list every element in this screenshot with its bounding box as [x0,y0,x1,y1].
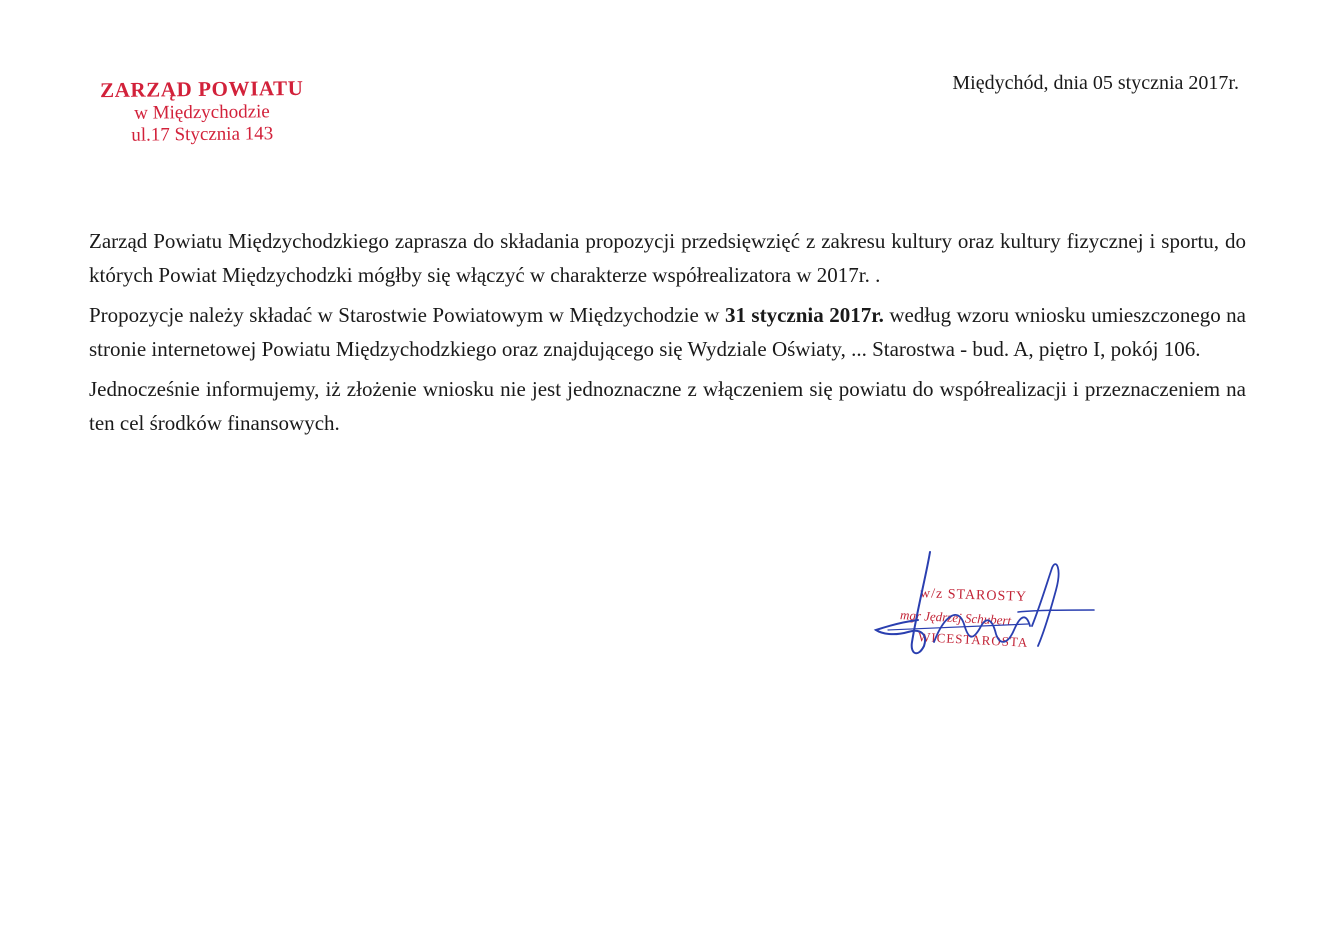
paragraph-notice: Jednocześnie informujemy, iż złożenie wniosku nie jest jednoznaczne z włączeniem się powiatu do współrealizacji i przeznaczeniem na ten cel środków finansowych. [89,377,1246,435]
stamp-location: w Międzychodzie [134,101,270,124]
paragraph-submission [89,298,1246,366]
letter-body [89,224,1246,446]
paragraph-invitation: Zarząd Powiatu Międzychodzkiego zaprasza do składania propozycji przedsięwzięć z zakresu kultury oraz kultury fizycznej i sportu, do których Powiat Międzychodzki mógłby się włączyć w charakterze współrealizatora w 2017r. . [89,229,1246,287]
stamp-title: ZARZĄD POWIATU [99,75,304,103]
signature-block [868,546,1100,666]
submission-text-end: według wzoru wniosku umieszczonego na stronie internetowej Powiatu Międzychodzkiego oraz znajdującego się Wydziale Oświaty, ... Starostwa - bud. A, piętro I, pokój 106. [89,303,1246,361]
stamp-address: ul.17 Stycznia 143 [131,123,274,146]
handwritten-signature [868,546,1100,666]
submission-deadline: 31 stycznia 2017r. [724,303,884,327]
submission-text-start: Propozycje należy składać w Starostwie Powiatowym w Międzychodzie w [89,303,725,327]
letter-date: Międychód, dnia 05 stycznia 2017r. [952,72,1239,94]
signature-stamp-title: WICESTAROSTA [917,629,1029,650]
signature-stamp-role: w/z STAROSTY [919,586,1028,605]
signature-stamp-name: mgr Jędrzej Schubert [899,607,1012,628]
office-stamp [92,75,313,147]
